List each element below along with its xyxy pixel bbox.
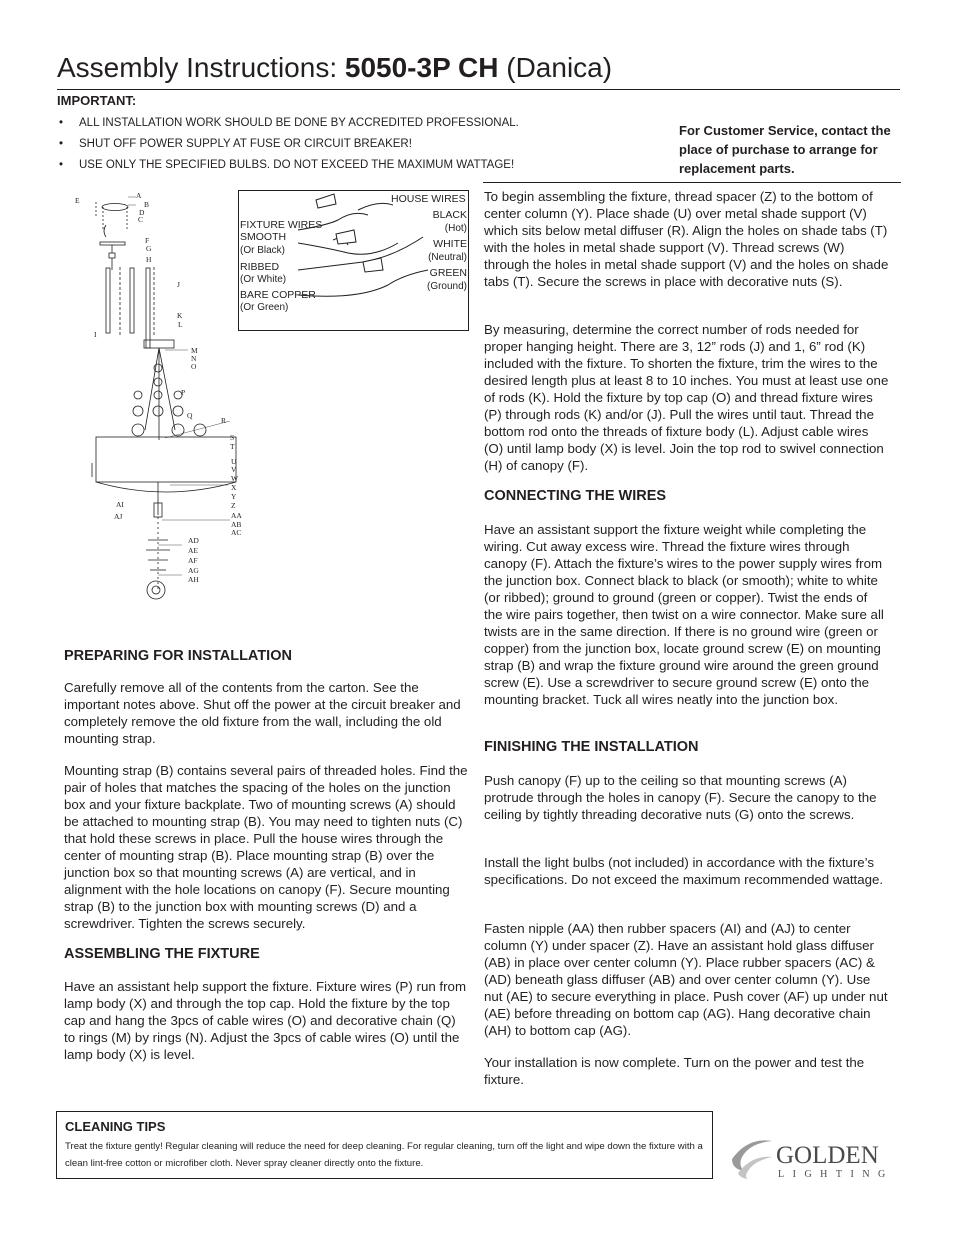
page-title [57,52,612,84]
part-label-q: Q [187,411,193,420]
part-label-ai: AI [116,500,124,509]
cleaning-tips-text: Treat the fixture gently! Regular cleaning will reduce the need for deep cleaning. For regular cleaning, turn off the light and wipe down the fixture with a clean lint-free cotton or microfiber cloth. Never spray cleaner directly onto the fixture. [65,1141,703,1169]
part-label-aa: AA [231,511,242,520]
important-bullet: • USE ONLY THE SPECIFIED BULBS. DO NOT EXCEED THE MAXIMUM WATTAGE! [59,159,515,171]
cleaning-tips-heading: CLEANING TIPS [65,1119,166,1134]
logo-swirl-icon [732,1140,772,1179]
preparing-heading: PREPARING FOR INSTALLATION [64,648,292,664]
title-model: 5050-3P CH [344,52,499,83]
or-black-label: (Or Black) [240,245,285,256]
part-label-s: S [230,433,235,442]
wiring-diagram [238,190,469,331]
part-label-o: O [191,362,197,371]
part-label-d: D [139,208,145,217]
part-label-z: Z [231,501,236,510]
title-divider [57,89,900,90]
service-divider [483,182,901,183]
finishing-paragraph-3: Fasten nipple (AA) then rubber spacers (AI) and (AJ) to center column (Y) under spacer (Z). Have an assistant hold glass diffuser (AB) in place over center column (Y). Place rubber spacers (AC) & (AD) beneath glass diffuser (AB) and over center column (Y). Use nut (AE) to secure everything in place. Push cover (AF) up under nut (AE) before threading on bottom cap (AG). Hang decorative chain (AH) to bottom cap (AG). [484,921,888,1038]
ribbed-label: RIBBED [240,261,280,273]
bare-copper-label: BARE COPPER [240,289,316,301]
part-label-u: U [231,457,237,466]
part-label-v: V [231,465,237,474]
part-label-g: G [146,244,152,253]
assembling-paragraph-1: Have an assistant help support the fixture. Fixture wires (P) run from lamp body (X) and through the top cap. Hold the fixture by the top cap and hang the 3pcs of cable wires (O) and decorative chain (Q) to rings (M) by rings (N). Adjust the 3pcs of cable wires (O) until the lamp body (X) is level. [64,979,467,1062]
part-label-n: N [191,354,197,363]
part-label-c: C [138,215,144,224]
golden-lighting-logo [728,1137,908,1179]
part-label-x: X [231,483,237,492]
ground-label: (Ground) [426,281,467,292]
part-label-ac: AC [231,528,242,537]
part-label-w: W [231,474,239,483]
part-label-aj: AJ [114,512,123,521]
connecting-heading: CONNECTING THE WIRES [484,488,667,504]
intro-paragraph-2: By measuring, determine the correct number of rods needed for proper hanging height. There are 3, 12” rods (J) and 1, 6” rod (K) included with the fixture. To shorten the fixture, trim the wires to the desired length plus at least 8 to 10 inches. You must at least use one of rods (K). Hold the fixture by top cap (O) and thread fixture wires (P) through rods (K) and/or (J). Pull the wires until taut. Thread the bottom rod onto the threads of fixture body (L). Adjust cable wires (O) until lamp body (X) is level. Join the top rod to swivel connection (H) of canopy (F). [484,322,889,473]
part-label-k: K [177,311,183,320]
part-label-i: I [94,330,97,339]
part-label-ad: AD [188,536,199,545]
part-label-ah: AH [188,575,199,584]
cleaning-tips-box [56,1111,713,1179]
part-label-f: F [145,236,150,245]
part-label-a: A [136,191,142,200]
logo-sub-text: LIGHTING [778,1169,894,1179]
part-label-j: J [177,280,180,289]
title-prefix: Assembly Instructions: [57,52,338,83]
white-label: WHITE [433,238,467,250]
important-bullet: • ALL INSTALLATION WORK SHOULD BE DONE BY ACCREDITED PROFESSIONAL. [59,117,519,129]
fixture-wires-label: FIXTURE WIRES [240,219,323,231]
part-label-b: B [144,200,150,209]
black-label: BLACK [432,209,467,221]
assembling-heading: ASSEMBLING THE FIXTURE [64,946,260,962]
part-label-h: H [146,255,152,264]
finishing-paragraph-2: Install the light bulbs (not included) in accordance with the fixture’s specifications. Do not exceed the maximum recommended wattage. [484,855,884,887]
part-label-e: E [75,196,80,205]
important-bullet: • SHUT OFF POWER SUPPLY AT FUSE OR CIRCUIT BREAKER! [59,138,412,150]
part-label-ae: AE [188,546,198,555]
or-green-label: (Or Green) [240,302,289,313]
house-wires-label: HOUSE WIRES [391,193,466,205]
smooth-label: SMOOTH [240,231,287,243]
part-label-ag: AG [188,566,199,575]
part-label-ab: AB [231,520,242,529]
intro-paragraph-1: To begin assembling the fixture, thread spacer (Z) to the bottom of center column (Y). Place shade (U) over metal shade support (V) which sits below metal diffuser (R). Align the holes on shade tabs (T) with the holes in metal shade support (V). Thread screws (W) through the holes in metal shade support (V) and the holes on shade tabs (T). Secure the screws in place with decorative nuts (S). [484,189,889,289]
part-label-p: P [181,388,186,397]
important-heading: IMPORTANT: [57,93,137,108]
customer-service-note: For Customer Service, contact the place of purchase to arrange for replacement parts. [679,123,891,176]
neutral-label: (Neutral) [428,252,467,263]
finishing-heading: FINISHING THE INSTALLATION [484,739,699,755]
green-label: GREEN [429,267,467,279]
part-label-l: L [178,320,183,329]
part-label-t: T [230,442,235,451]
or-white-label: (Or White) [240,274,287,285]
logo-brand-text: GOLDEN [776,1142,879,1169]
part-label-y: Y [231,492,237,501]
part-label-r: R [221,416,227,425]
preparing-paragraph-2: Mounting strap (B) contains several pairs of threaded holes. Find the pair of holes that matches the spacing of the holes on the junction box and your fixture backplate. Two of mounting screws (A) should be attached to mounting strap (B). You may need to tighten nuts (C) that hold these screws in place. Pull the house wires through the center of mounting strap (B). Place mounting strap (B) over the junction box so that mounting screws (A) are vertical, and in alignment with the hole locations on canopy (F). Secure mounting strap (B) to the junction box with mounting screws (D) and a screwdriver. Tighten the screws securely. [64,763,468,931]
preparing-paragraph-1: Carefully remove all of the contents from the carton. See the important notes above. Shut off the power at the circuit breaker and completely remove the old fixture from the wall, including the old mounting strap. [64,680,461,746]
part-label-af: AF [188,556,198,565]
finishing-paragraph-4: Your installation is now complete. Turn on the power and test the fixture. [484,1055,865,1087]
finishing-paragraph-1: Push canopy (F) up to the ceiling so that mounting screws (A) protrude through the holes in canopy (F). Secure the canopy to the ceiling by tightly threading decorative nuts (G) onto the screws. [484,773,877,822]
connecting-paragraph-1: Have an assistant support the fixture weight while completing the wiring. Cut away excess wire. Thread the fixture wires through canopy (F). Attach the fixture’s wires to the power supply wires from the junction box. Connect black to black (or smooth); white to white (or ribbed); ground to ground (green or copper). Twist the ends of the wire pairs together, then twist on a wire connector. Make sure all twists are in the same direction. If there is no ground wire (green or copper) from the junction box, locate ground screw (E) on mounting strap (B) and wrap the fixture ground wire around the green ground screw (E). Use a screwdriver to secure ground screw (E) onto the mounting bracket. Tuck all wires neatly into the junction box. [484,522,884,707]
title-product-name: (Danica) [506,52,613,83]
part-label-m: M [191,346,198,355]
hot-label: (Hot) [444,223,467,234]
